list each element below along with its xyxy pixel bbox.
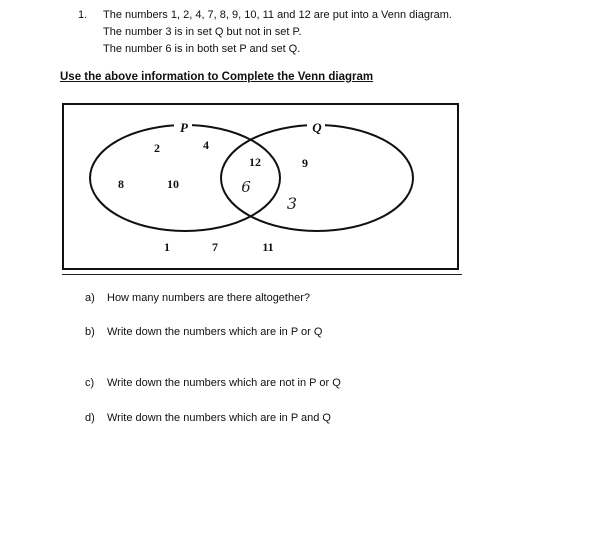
divider-rule (62, 274, 462, 275)
subquestion-d-text: Write down the numbers which are in P and Q (107, 412, 331, 424)
venn-number-4: 4 (203, 138, 209, 152)
venn-number-7: 7 (212, 240, 218, 254)
set-q-label: Q (312, 120, 322, 135)
question-number: 1. (78, 9, 88, 21)
subquestion-a-label: a) (85, 292, 95, 304)
handwritten-number-3: 3 (286, 194, 298, 213)
venn-number-1: 1 (164, 240, 170, 254)
subquestion-b (85, 326, 322, 338)
subquestion-b-text: Write down the numbers which are in P or Q (107, 326, 323, 338)
venn-number-12: 12 (249, 155, 261, 169)
question-line-2: The number 3 is in set Q but not in set P. (103, 26, 302, 38)
subquestion-d (85, 412, 331, 424)
venn-number-9: 9 (302, 156, 308, 170)
subquestion-a-text: How many numbers are there altogether? (107, 292, 310, 304)
subquestion-c-label: c) (85, 377, 95, 389)
subquestion-c (85, 377, 341, 389)
venn-number-2: 2 (154, 141, 160, 155)
venn-number-10: 10 (167, 177, 179, 191)
venn-number-8: 8 (118, 177, 124, 191)
handwritten-number-6: 6 (241, 178, 251, 196)
question-line-1: The numbers 1, 2, 4, 7, 8, 9, 10, 11 and 12 are put into a Venn diagram. (103, 9, 452, 21)
question-line-3: The number 6 is in both set P and set Q. (103, 43, 301, 55)
subquestion-a (85, 292, 310, 304)
subquestion-c-text: Write down the numbers which are not in P or Q (107, 377, 341, 389)
venn-number-11: 11 (262, 240, 274, 254)
set-p-label: P (180, 120, 188, 135)
subquestion-b-label: b) (85, 326, 95, 338)
subquestion-d-label: d) (85, 412, 95, 424)
instruction-heading: Use the above information to Complete the Venn diagram (60, 71, 374, 83)
